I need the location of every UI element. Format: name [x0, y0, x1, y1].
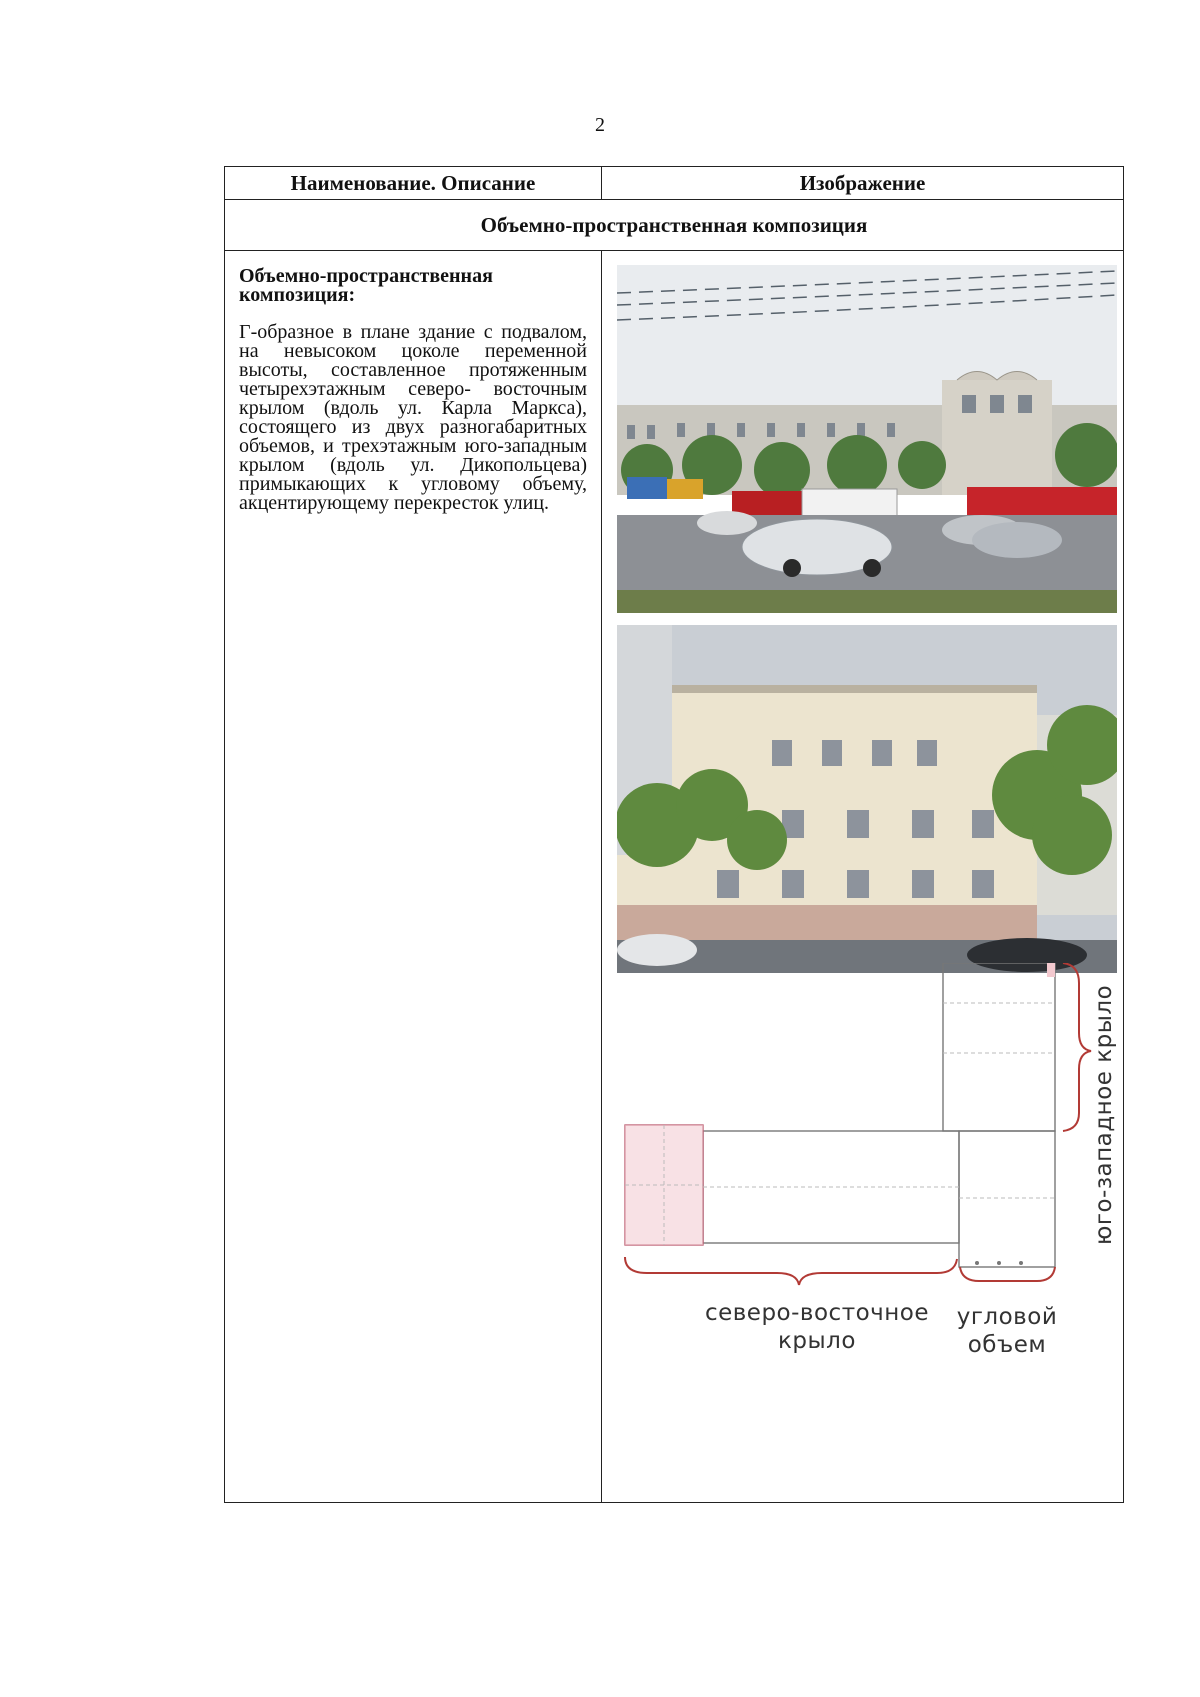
- image-cell: [602, 251, 1124, 1503]
- description-cell: [225, 251, 602, 1503]
- description-text: Г-образное в плане здание с подвалом, на невысоком цоколе переменной высоты, составленное протяженным четырехэтажным северо- восточным крылом (вдоль ул. Карла Маркса), состоящего из двух разногабаритных объемов, и трехэтажным юго-западным крылом (вдоль ул. Дикопольцева) примыкающих к угловому объему, акцентирующему перекресток улиц.: [239, 321, 587, 514]
- label-sw-wing: юго-западное крыло: [1091, 984, 1117, 1245]
- label-ne-wing-line1: северо-восточное: [704, 1300, 930, 1326]
- section-title: Объемно-пространственная композиция: [225, 200, 1124, 251]
- street-view-photo: [617, 265, 1117, 613]
- label-corner-line1: угловой: [956, 1304, 1058, 1330]
- floor-plan: [617, 963, 1122, 1383]
- sw-wing-outline: [943, 963, 1055, 1131]
- page-number: 2: [595, 114, 605, 136]
- header-description: Наименование. Описание: [225, 167, 602, 200]
- description-table: [224, 166, 1124, 1503]
- header-image: Изображение: [602, 167, 1124, 200]
- label-ne-wing-line2: крыло: [778, 1328, 856, 1354]
- label-corner-volume: [947, 1303, 1067, 1359]
- description-heading: Объемно-пространственная композиция:: [239, 265, 493, 306]
- label-ne-wing: [697, 1299, 937, 1355]
- facade-photo: [617, 625, 1117, 973]
- bracket-ne-wing: [625, 1257, 957, 1285]
- bracket-corner-volume: [960, 1267, 1055, 1281]
- corner-volume-outline: [959, 1131, 1055, 1267]
- bracket-sw-wing: [1063, 963, 1091, 1131]
- label-corner-line2: объем: [967, 1332, 1047, 1358]
